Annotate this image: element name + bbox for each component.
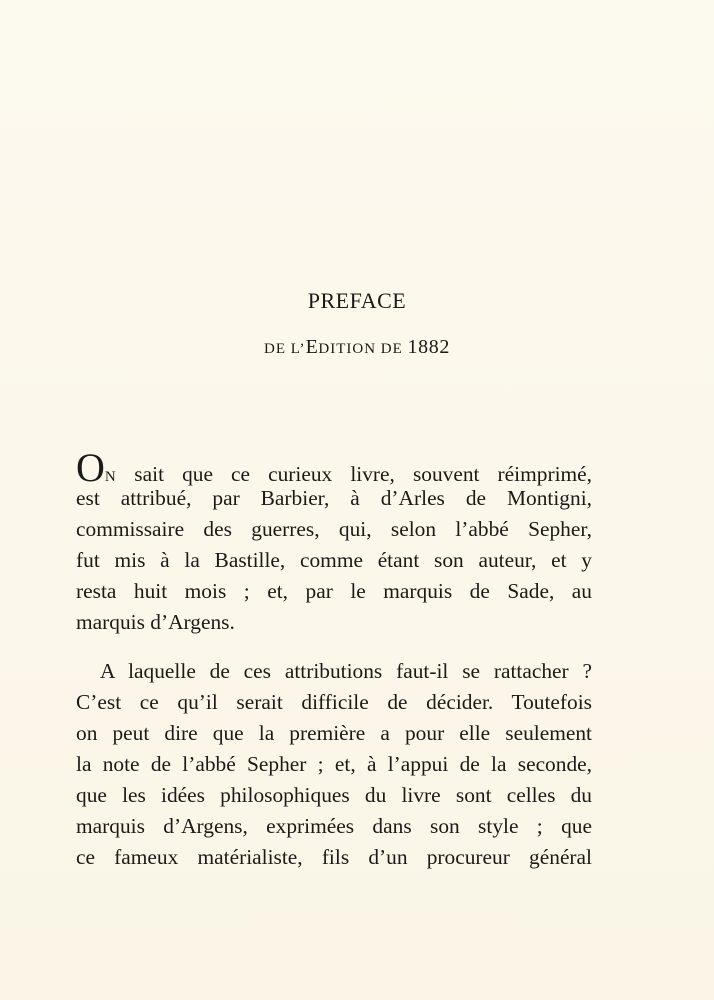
paragraph-2-line-5: que les idées philosophiques du livre sont celles du [76,783,592,807]
page-subtitle [0,336,714,359]
paragraph-1 [76,445,592,638]
subtitle-part-3: DITION DE [318,341,408,357]
paragraph-2-line-6: marquis d’Argens, exprimées dans son style ; que [76,814,592,838]
subtitle-part-2: E [305,336,319,358]
paragraph-2 [76,656,592,873]
paragraph-2-line-1: A laquelle de ces attributions faut-il se rattacher ? [100,659,592,683]
subtitle-part-1: DE L’ [264,341,306,357]
paragraph-1-line-3: commissaire des guerres, qui, selon l’abbé Sepher, [76,517,592,541]
page-title: PREFACE [307,288,407,313]
paragraph-2-line-4: la note de l’abbé Sepher ; et, à l’appui de la seconde, [76,752,592,776]
paragraph-1-line-4: fut mis à la Bastille, comme étant son auteur, et y [76,548,592,572]
paragraph-1-line-6: marquis d’Argens. [76,610,235,634]
paragraph-1-line-5: resta huit mois ; et, par le marquis de Sade, au [76,579,592,603]
paragraph-1-line-2: est attribué, par Barbier, à d’Arles de Montigni, [76,486,592,510]
paragraph-2-line-7: ce fameux matérialiste, fils d’un procureur général [76,845,592,869]
drop-cap-rest: N [104,469,117,485]
paragraph-2-line-2: C’est ce qu’il serait difficile de décider. Toutefois [76,690,592,714]
drop-cap: O [76,445,105,490]
subtitle-year: 1882 [407,336,450,358]
paragraph-1-line-1-text: sait que ce curieux livre, souvent réimprimé, [116,462,592,486]
paragraph-2-line-3: on peut dire que la première a pour elle seulement [76,721,592,745]
paragraph-1-line-1 [76,445,592,490]
